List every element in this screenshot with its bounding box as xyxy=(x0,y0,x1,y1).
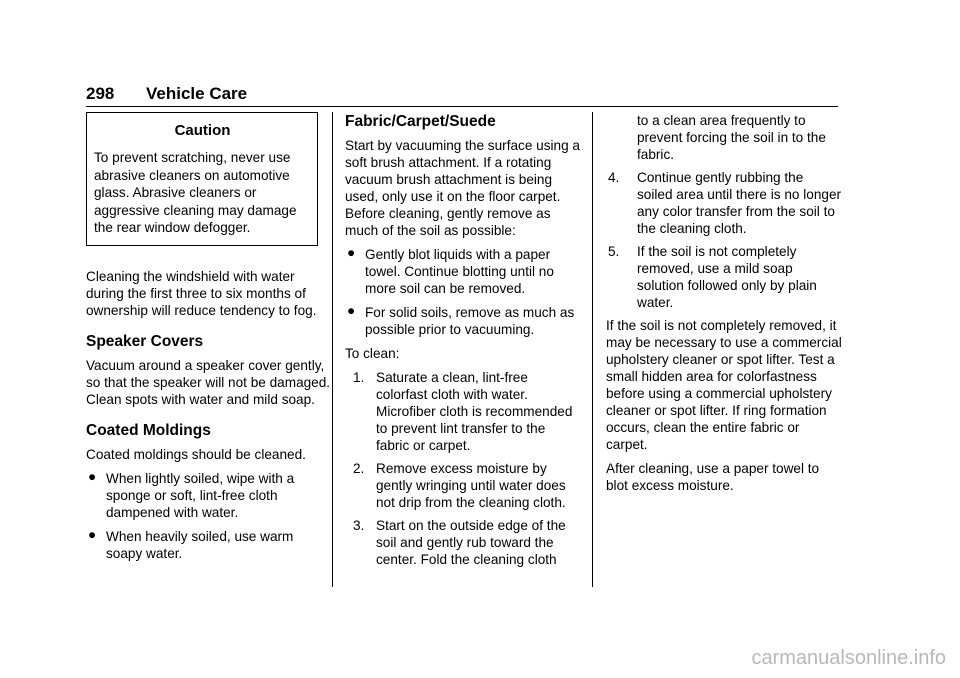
step-text: Continue gently rubbing the soiled area until there is no longer any color transfer from the soil to the cleaning cloth. xyxy=(637,170,842,236)
bullet-icon: ● xyxy=(88,468,97,484)
page-number: 298 xyxy=(86,84,115,103)
step-number: 5. xyxy=(608,244,620,259)
fabric-carpet-suede-heading: Fabric/Carpet/Suede xyxy=(345,113,496,130)
bullet-icon: ● xyxy=(347,245,356,260)
step-text: If the soil is not completely removed, use a mild soap solution followed only by plain water. xyxy=(637,244,817,310)
list-item xyxy=(86,470,332,521)
column-right xyxy=(606,112,842,501)
commercial-cleaner-paragraph: If the soil is not completely removed, it may be necessary to use a commercial upholstery cleaner or spot lifter. Test a small hidden area for colorfastness before using a commercial upholstery cleaner or spot lifter. If ring formation occurs, clean the entire fabric or carpet. xyxy=(606,318,842,452)
list-item-text: For solid soils, remove as much as possible prior to vacuuming. xyxy=(365,305,575,337)
column-divider xyxy=(332,112,333,587)
bullet-icon: ● xyxy=(88,526,97,542)
step-text: Start on the outside edge of the soil and gently rub toward the center. Fold the cleaning cloth xyxy=(376,518,566,567)
step-item xyxy=(606,243,842,311)
windshield-paragraph: Cleaning the windshield with water during the first three to six months of ownership will reduce tendency to fog. xyxy=(86,268,317,318)
step-number: 4. xyxy=(608,170,620,185)
fabric-intro: Start by vacuuming the surface using a soft brush attachment. If a rotating vacuum brush attachment is being used, only use it on the floor carpet. Before cleaning, gently remove as much of the soil as possible: xyxy=(345,138,580,238)
step-number: 1. xyxy=(353,370,365,385)
speaker-covers-heading: Speaker Covers xyxy=(86,332,204,350)
column-divider xyxy=(592,112,593,587)
column-left xyxy=(86,112,332,569)
coated-moldings-text: Coated moldings should be cleaned. xyxy=(86,446,306,462)
page-header xyxy=(86,84,838,107)
list-item xyxy=(345,304,581,338)
coated-moldings-heading: Coated Moldings xyxy=(86,421,211,439)
caution-text: To prevent scratching, never use abrasive cleaners on automotive glass. Abrasive cleaners or aggressive cleaning may damage the rear window defogger. xyxy=(94,150,297,235)
step-item xyxy=(606,169,842,237)
to-clean-label: To clean: xyxy=(345,346,400,361)
after-cleaning-paragraph: After cleaning, use a paper towel to blot excess moisture. xyxy=(606,461,820,493)
step-item xyxy=(345,460,581,511)
watermark: carmanualsonline.info xyxy=(751,647,946,669)
list-item-text: Gently blot liquids with a paper towel. Continue blotting until no more soil can be removed. xyxy=(365,247,554,296)
column-middle xyxy=(345,112,581,574)
section-title: Vehicle Care xyxy=(146,84,248,103)
step-item xyxy=(345,369,581,454)
speaker-covers-text: Vacuum around a speaker cover gently, so that the speaker will not be damaged. Clean spots with water and mild soap. xyxy=(86,357,331,407)
step-number: 3. xyxy=(353,518,365,533)
list-item xyxy=(345,246,581,297)
step-item xyxy=(345,517,581,568)
caution-title: Caution xyxy=(174,122,231,139)
list-item xyxy=(86,528,332,562)
bullet-icon: ● xyxy=(347,303,356,318)
caution-box xyxy=(86,112,318,246)
step-continuation: to a clean area frequently to prevent forcing the soil in to the fabric. xyxy=(637,113,826,162)
step-text: Remove excess moisture by gently wringing until water does not drip from the cleaning cloth. xyxy=(376,461,566,510)
step-number: 2. xyxy=(353,461,365,476)
list-item-text: When lightly soiled, wipe with a sponge or soft, lint-free cloth dampened with water. xyxy=(106,470,295,520)
list-item-text: When heavily soiled, use warm soapy water. xyxy=(106,528,294,561)
step-text: Saturate a clean, lint-free colorfast cloth with water. Microfiber cloth is recommended to prevent lint transfer to the fabric or carpet. xyxy=(376,370,573,453)
